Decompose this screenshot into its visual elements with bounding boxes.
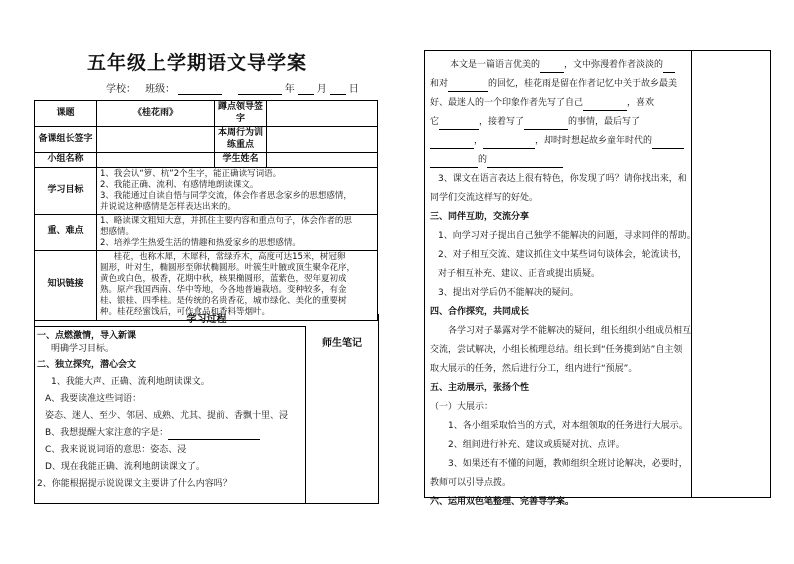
month-label: 月	[316, 84, 327, 95]
summary-line-3: 好、最迷人的一个印象作者先写了自己 ，喜欢	[430, 95, 692, 111]
goals-content	[97, 167, 378, 214]
section-5-sub: （一）大展示：	[430, 402, 494, 412]
keypoint-line: 想感情。	[100, 226, 135, 237]
knowledge-content	[97, 250, 378, 320]
section-3-item-2b: 对子相互补充、建议、正音或提出质疑。	[438, 269, 601, 279]
header-meta	[106, 80, 359, 95]
knowledge-line: 种。桂花经蜜饯后，可作食品和香料等烟叶。	[100, 307, 271, 317]
section-3-item-2a: 2、对子相互交流、建议抓住文中某些词句谈体会，轮流读书，	[438, 250, 687, 260]
right-content	[430, 57, 696, 510]
question-a-words: 姿态、迷人、至少、邻居、成熟、尤其、提前、香飘十里、浸	[45, 411, 289, 421]
behavior-field[interactable]	[267, 127, 378, 153]
notes-label: 师生笔记	[322, 338, 362, 349]
goal-line: 并说说这种感情是怎样表达出来的。	[100, 201, 237, 212]
info-table	[34, 100, 378, 321]
summary-line-4: 它 ，接着写了 的事情，最后写了	[430, 114, 692, 130]
section-5-item-1: 1、各小组采取恰当的方式，对本组领取的任务进行大展示。	[448, 421, 688, 431]
question-a: A、我要读准这些词语：	[45, 394, 142, 404]
goal-line: 2、我能正确、流利、有感情地朗读课文。	[100, 179, 259, 190]
knowledge-label: 知识链接	[35, 250, 97, 320]
keypoint-line: 2、培养学生热爱生活的情趣和热爱家乡的思想感情。	[100, 237, 301, 248]
section-3-item-3: 3、提出对学后仍不能解决的疑问。	[438, 288, 579, 298]
goals-label: 学习目标	[35, 167, 97, 214]
question-3-line-2: 同学们交流这样写的好处。	[430, 193, 539, 203]
year-label: 年	[284, 84, 295, 95]
class-label: 班级：	[145, 84, 176, 95]
summary-line-1: 本文是一篇语言优美的 ，文中弥漫着作者淡淡的	[430, 57, 692, 73]
section-3-title: 三、同伴互助，交流分享	[430, 212, 530, 222]
blank-11[interactable]	[487, 157, 563, 168]
blank-4[interactable]	[583, 100, 627, 111]
right-page-box	[424, 50, 771, 507]
topic-label: 课题	[35, 101, 97, 127]
process-content	[37, 330, 303, 491]
prep-leader-label: 备课组长签字	[35, 127, 97, 153]
student-label: 学生姓名	[215, 153, 267, 168]
school-label: 学校：	[106, 84, 136, 95]
process-title: 学习过程	[186, 314, 227, 325]
knowledge-line: 熟。原产我国西南、华中等地，今各地普遍栽培。变种较多，有金	[100, 285, 347, 295]
behavior-label: 本周行为训练重点	[215, 127, 267, 153]
section-1-title: 一、点燃激情，导入新课	[37, 331, 137, 341]
section-4-title: 四、合作探究，共同成长	[430, 307, 530, 317]
section-4-line-a: 各学习对子暴露对学不能解决的疑问，组长组织小组成员相互	[448, 326, 692, 336]
summary-line-5: ， ，却时时想起故乡童年时代的	[430, 133, 692, 149]
knowledge-line: 桂、银桂、四季桂。是传统的名贵香花，城市绿化、美化的重要树	[100, 296, 347, 306]
section-5-item-3b: 教师可以引导点拨。	[430, 478, 512, 488]
question-b-blank[interactable]	[168, 429, 260, 440]
blank-5[interactable]	[439, 119, 479, 130]
section-5-item-3a: 3、如果还有不懂的问题，教师组织全班讨论解决，必要时，	[448, 459, 688, 469]
question-b-row	[37, 427, 303, 440]
process-box	[34, 314, 379, 504]
group-label: 小组名称	[35, 153, 97, 168]
question-c: C、我来说说词语的意思：姿态、浸	[45, 445, 187, 455]
blank-8[interactable]	[483, 138, 535, 149]
blank-3[interactable]	[448, 81, 488, 92]
keypoint-line: 1、略读课文粗知大意，并抓住主要内容和重点句子，体会作者的思	[100, 215, 352, 226]
page-title: 五年级上学期语文导学案	[86, 52, 307, 74]
section-5-item-2: 2、组间进行补充、建议或质疑对抗、点评。	[448, 440, 625, 450]
day-label: 日	[348, 84, 359, 95]
keypoints-content	[97, 214, 378, 250]
question-b: B、我想提醒大家注意的字是：	[45, 428, 169, 438]
month-blank[interactable]	[298, 84, 314, 95]
goal-line: 1、我会认“箩、杭”2个生字，能正确读写词语。	[100, 168, 282, 179]
section-5-title: 五、主动展示，张扬个性	[430, 383, 530, 393]
section-3-item-1: 1、向学习对子提出自己独学不能解决的问题，寻求同伴的帮助。	[438, 231, 696, 241]
blank-2[interactable]	[663, 62, 675, 73]
student-field[interactable]	[267, 153, 378, 168]
section-1-text: 明确学习目标。	[51, 344, 115, 354]
knowledge-line: 黄色或白色，极香，花期中秋，核果椭圆形，蓝紫色，翌年夏初成	[100, 274, 347, 284]
leader-sign-label: 蹲点领导签字	[215, 101, 267, 127]
knowledge-line: 圆形，叶对生，椭圆形至卵状椭圆形。叶簇生叶腋或顶生聚伞花序，	[100, 263, 356, 273]
goal-line: 3、我能通过自读自悟与同学交流，体会作者思念家乡的思想感情，	[100, 190, 352, 201]
blank-6[interactable]	[524, 119, 568, 130]
summary-line-2: 和对 的回忆，桂花雨是留在作者记忆中关于故乡最美	[430, 76, 692, 92]
section-4-line-b: 交流，尝试解决，小组长梳理总结。组长到“任务揽到站”自主领	[430, 345, 683, 355]
question-3-line-1: 3、课文在语言表达上很有特色，你发现了吗？请你找出来，和	[438, 174, 687, 184]
section-2-title: 二、独立探究，潜心会文	[37, 360, 137, 370]
day-blank[interactable]	[330, 84, 346, 95]
question-d: D、现在我能正确、流利地朗读课文了。	[45, 462, 205, 472]
section-6-title: 六、运用双色笔整理、完善导学案。	[430, 497, 575, 507]
knowledge-line: 桂花，也称木犀，木犀科，常绿乔木，高度可达15米，树冠卵	[113, 252, 346, 262]
blank-10[interactable]	[430, 157, 478, 168]
topic-value: 《桂花雨》	[97, 101, 215, 127]
summary-line-6: 的	[430, 152, 692, 168]
year-blank[interactable]	[238, 84, 282, 95]
class-blank[interactable]	[178, 84, 222, 95]
keypoints-label: 重、难点	[35, 214, 97, 250]
leader-sign-field[interactable]	[267, 101, 378, 127]
question-1: 1、我能大声、正确、流利地朗读课文。	[51, 377, 210, 387]
blank-7[interactable]	[430, 138, 474, 149]
prep-leader-field[interactable]	[97, 127, 215, 153]
blank-1[interactable]	[540, 62, 564, 73]
group-field[interactable]	[97, 153, 215, 168]
blank-9[interactable]	[652, 138, 684, 149]
question-2: 2、你能根据提示说说课文主要讲了什么内容吗？	[37, 479, 232, 489]
section-4-line-c: 取大展示的任务，然后进行分工，组内进行“预展”。	[430, 364, 638, 374]
